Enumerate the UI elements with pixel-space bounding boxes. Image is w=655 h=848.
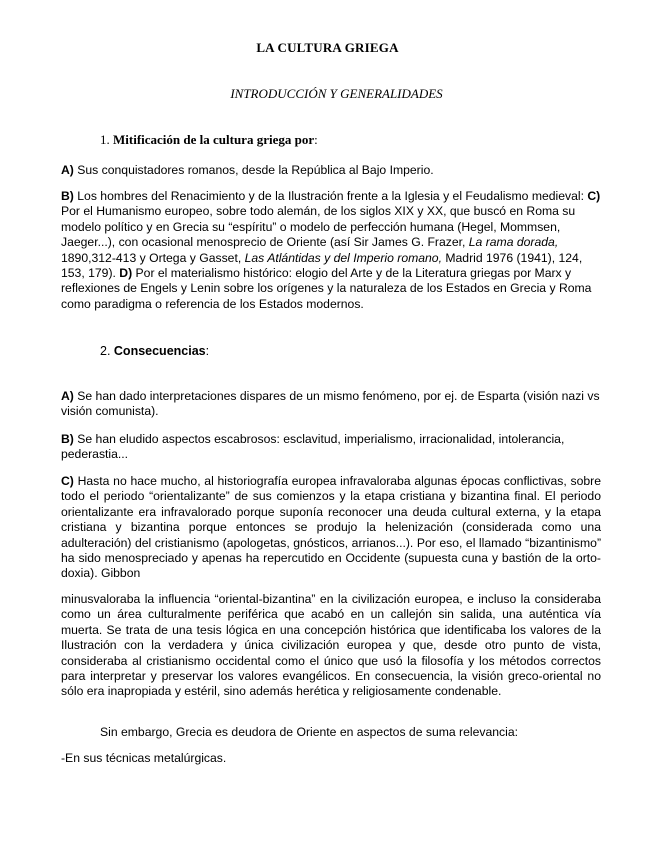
italic-b1-1: La rama dorada, — [468, 235, 559, 250]
paragraph-continuation — [61, 592, 601, 700]
section-number-2: 2. — [100, 344, 114, 358]
section-colon-1: : — [314, 132, 318, 147]
text-sin-embargo: Sin embargo, Grecia es deudora de Oriente en aspectos de suma relevancia: — [100, 725, 518, 739]
text-b1-2: Por el Humanismo europeo, sobre todo alemán, de los siglos XIX y XX, que buscó en Roma su modelo político y en Grecia su “espíritu” o modelo de perfección humana (Hegel, Mommsen, Jaeger...), con ocasional menosprecio de Oriente (así Sir James G. Frazer, — [61, 204, 576, 250]
marker-d1: D) — [119, 266, 133, 281]
section-heading-1 — [100, 132, 318, 148]
paragraph-a2 — [61, 389, 601, 420]
text-b2: Se han eludido aspectos escabrosos: esclavitud, imperialismo, irracionalidad, intolerancia, pederastia... — [61, 432, 565, 462]
italic-b1-2: Las Atlántidas y del Imperio romano, — [244, 250, 442, 265]
marker-a2: A) — [61, 389, 74, 403]
section-colon-2: : — [205, 344, 210, 358]
marker-b1: B) — [61, 189, 74, 203]
text-a1: Sus conquistadores romanos, desde la República al Bajo Imperio. — [73, 163, 434, 177]
text-b1-1: Los hombres del Renacimiento y de la Ilustración frente a la Iglesia y el Feudalismo medieval: — [73, 189, 588, 203]
text-continuation: minusvaloraba la influencia “oriental-bizantina” en la civilización europea, e incluso la consideraba como un área culturalmente periférica que acabó en un callejón sin salida, una auténtica vía muerta. Se trata de una tesis lógica en una concepción histórica que identificaba los valores de la Ilustración con la verdadera y única civilización europea y que, desde otro punto de vista, consideraba al cristianismo occidental como el único que usó la filosofía y los métodos correctos para interpretar y preservar los valores evangélicos. En consecuencia, la visión greco-oriental no sólo era inapropiada y estéril, sino además herética y religiosamente condenable. — [61, 592, 601, 699]
paragraph-c2 — [61, 474, 601, 582]
marker-a1: A) — [61, 163, 74, 177]
section-label-1: Mitificación de la cultura griega por — [113, 132, 315, 147]
paragraph-b1 — [61, 189, 601, 312]
paragraph-a1 — [61, 163, 601, 178]
text-c2: Hasta no hace mucho, al historiografía europea infravaloraba algunas épocas conflictivas, sobre todo el periodo “orientalizante” de sus comienzos y la etapa cristiana y bizantina final. El periodo orientalizante era infravalorado porque suponía reconocer una deuda cultural externa, y la etapa cristiana y bizantina porque entonces se produjo la helenización (considerada como una adulteración) del cristianismo (apologetas, gnósticos, arrianos...). Por eso, el llamado “bizantinismo” ha sido menospreciado y apenas ha repercutido en Occidente (supuesta cuna y bastión de la orto-doxia). Gibbon — [61, 474, 601, 581]
marker-b2: B) — [61, 432, 74, 446]
paragraph-b2 — [61, 432, 601, 463]
document-title: LA CULTURA GRIEGA — [256, 40, 399, 55]
paragraph-sin-embargo — [100, 725, 518, 739]
text-b1-5: Por el materialismo histórico: elogio del Arte y de la Literatura griegas por Marx y reflexiones de Engels y Lenin sobre los orígenes y la naturaleza de los Estados en Grecia y Roma como paradigma o referencia de los Estados modernos. — [61, 266, 592, 311]
paragraph-metalurgicas — [61, 751, 226, 765]
text-metalurgicas: -En sus técnicas metalúrgicas. — [61, 751, 227, 765]
section-number-1: 1. — [100, 132, 113, 147]
marker-c1: C) — [587, 189, 601, 203]
marker-c2: C) — [61, 474, 74, 488]
section-heading-2 — [100, 344, 209, 358]
text-b1-3: 1890,312-413 y Ortega y Gasset, — [61, 250, 245, 265]
document-subtitle: INTRODUCCIÓN Y GENERALIDADES — [230, 86, 443, 101]
text-a2: Se han dado interpretaciones dispares de un mismo fenómeno, por ej. de Esparta (visión nazi vs visión comunista). — [61, 389, 600, 419]
section-label-2: Consecuencias — [113, 344, 206, 358]
text-b1-4: Madrid 1976 (1941), 124, 153, 179). — [61, 250, 583, 281]
